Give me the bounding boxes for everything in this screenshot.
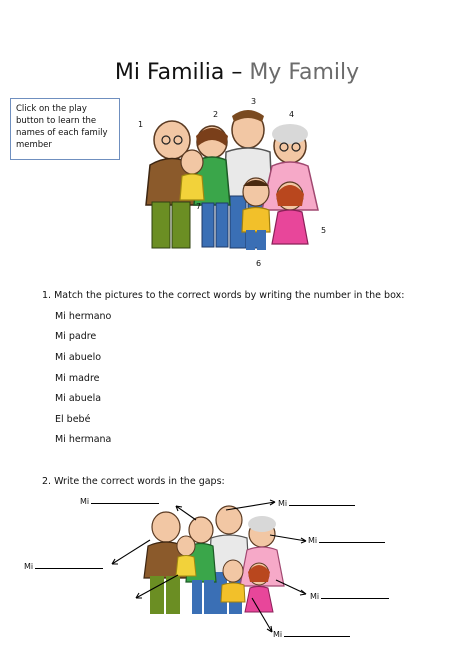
gap-label: Mi (24, 562, 34, 571)
option-padre: Mi padre (55, 331, 97, 342)
gap-field-3[interactable] (308, 534, 385, 545)
title-english: My Family (249, 60, 360, 85)
gap-field-5[interactable] (310, 590, 389, 601)
option-bebe: El bebé (55, 414, 91, 425)
gap-field-4[interactable] (24, 560, 103, 571)
number-5: 5 (321, 226, 327, 235)
gap-label: Mi (273, 630, 283, 639)
number-7: 7 (196, 202, 202, 211)
option-hermano: Mi hermano (55, 311, 112, 322)
gap-field-6[interactable] (273, 628, 350, 639)
option-abuela: Mi abuela (55, 393, 102, 404)
instructions-text: Click on the play button to learn the names of each family member (16, 104, 108, 150)
number-6: 6 (256, 259, 262, 268)
gap-field-2[interactable] (278, 497, 355, 508)
option-abuelo: Mi abuelo (55, 352, 102, 363)
gap-label: Mi (310, 592, 320, 601)
title-spanish: Mi Familia – (114, 60, 243, 85)
number-4: 4 (289, 110, 295, 119)
number-2: 2 (213, 110, 219, 119)
gap-label: Mi (308, 536, 318, 545)
question-2: 2. Write the correct words in the gaps: (42, 476, 225, 487)
number-3: 3 (251, 97, 257, 106)
family-group-bottom (144, 506, 284, 614)
gap-label: Mi (278, 499, 288, 508)
gap-field-1[interactable] (80, 495, 159, 506)
number-1: 1 (138, 120, 144, 129)
option-madre: Mi madre (55, 373, 100, 384)
gap-label: Mi (80, 497, 90, 506)
option-hermana: Mi hermana (55, 434, 112, 445)
question-1: 1. Match the pictures to the correct words by writing the number in the box: (42, 290, 405, 301)
